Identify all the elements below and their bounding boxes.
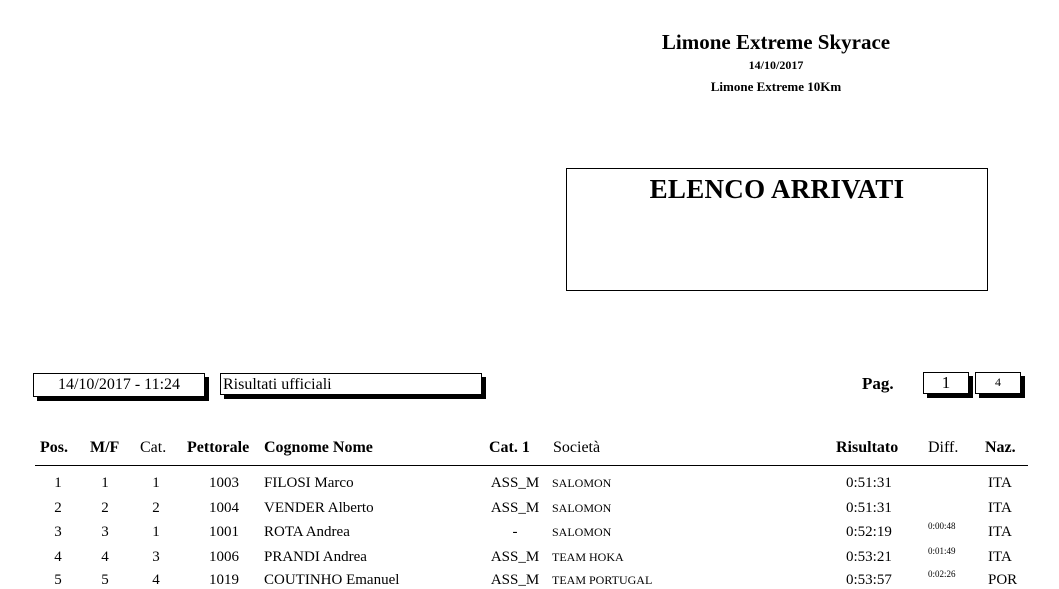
col-mf: M/F bbox=[90, 439, 120, 456]
cell-diff: 0:00:48 bbox=[928, 521, 956, 531]
cell-result: 0:52:19 bbox=[846, 524, 892, 540]
cell-mf: 5 bbox=[101, 572, 109, 588]
cell-nat: ITA bbox=[988, 475, 1012, 491]
timestamp-field: 14/10/2017 - 11:24 bbox=[33, 373, 205, 397]
cell-club: SALOMON bbox=[552, 501, 612, 515]
race-name: Limone Extreme 10Km bbox=[710, 79, 842, 94]
col-nat: Naz. bbox=[985, 439, 1016, 456]
cell-bib: 1003 bbox=[209, 475, 239, 491]
col-name: Cognome Nome bbox=[264, 439, 373, 456]
cell-name: ROTA Andrea bbox=[264, 524, 350, 540]
cell-cat1: ASS_M bbox=[490, 549, 540, 565]
col-result: Risultato bbox=[836, 439, 899, 456]
cell-mf: 1 bbox=[101, 475, 109, 491]
page-label: Pag. bbox=[862, 374, 894, 393]
cell-cat1: ASS_M bbox=[490, 475, 540, 491]
cell-diff: 0:01:49 bbox=[928, 546, 956, 556]
cell-result: 0:53:21 bbox=[846, 549, 892, 565]
cell-result: 0:51:31 bbox=[846, 500, 892, 516]
total-pages: 4 bbox=[975, 372, 1021, 394]
cell-club: SALOMON bbox=[552, 525, 612, 539]
list-title: ELENCO ARRIVATI bbox=[649, 174, 905, 204]
cell-pos: 1 bbox=[54, 475, 62, 491]
cell-nat: ITA bbox=[988, 524, 1012, 540]
cell-pos: 3 bbox=[54, 524, 62, 540]
cell-cat: 4 bbox=[152, 572, 160, 588]
cell-cat: 2 bbox=[152, 500, 160, 516]
cell-name: FILOSI Marco bbox=[264, 475, 354, 491]
col-cat1: Cat. 1 bbox=[489, 439, 530, 456]
cell-name: PRANDI Andrea bbox=[264, 549, 367, 565]
header-divider bbox=[35, 465, 1028, 466]
cell-pos: 2 bbox=[54, 500, 62, 516]
cell-mf: 3 bbox=[101, 524, 109, 540]
event-date: 14/10/2017 bbox=[748, 58, 804, 72]
cell-name: VENDER Alberto bbox=[264, 500, 374, 516]
cell-cat: 3 bbox=[152, 549, 160, 565]
cell-result: 0:51:31 bbox=[846, 475, 892, 491]
cell-nat: ITA bbox=[988, 549, 1012, 565]
status-field: Risultati ufficiali bbox=[220, 373, 482, 395]
list-title-box bbox=[566, 168, 988, 291]
col-pos: Pos. bbox=[40, 439, 68, 456]
cell-nat: POR bbox=[988, 572, 1018, 588]
cell-bib: 1006 bbox=[209, 549, 239, 565]
cell-cat: 1 bbox=[152, 524, 160, 540]
cell-club: TEAM HOKA bbox=[552, 550, 624, 564]
current-page: 1 bbox=[923, 372, 969, 394]
cell-cat: 1 bbox=[152, 475, 160, 491]
cell-club: SALOMON bbox=[552, 476, 612, 490]
col-bib: Pettorale bbox=[187, 439, 250, 456]
cell-bib: 1019 bbox=[209, 572, 239, 588]
col-diff: Diff. bbox=[928, 439, 959, 456]
col-cat: Cat. bbox=[140, 439, 167, 456]
event-title: Limone Extreme Skyrace bbox=[661, 30, 891, 54]
cell-club: TEAM PORTUGAL bbox=[552, 573, 653, 587]
cell-pos: 5 bbox=[54, 572, 62, 588]
cell-cat1: - bbox=[512, 524, 518, 540]
col-club: Società bbox=[553, 439, 601, 456]
cell-cat1: ASS_M bbox=[490, 572, 540, 588]
cell-name: COUTINHO Emanuel bbox=[264, 572, 400, 588]
cell-mf: 4 bbox=[101, 549, 109, 565]
cell-cat1: ASS_M bbox=[490, 500, 540, 516]
cell-bib: 1004 bbox=[209, 500, 239, 516]
cell-mf: 2 bbox=[101, 500, 109, 516]
cell-nat: ITA bbox=[988, 500, 1012, 516]
cell-bib: 1001 bbox=[209, 524, 239, 540]
cell-result: 0:53:57 bbox=[846, 572, 892, 588]
cell-diff: 0:02:26 bbox=[928, 569, 956, 579]
cell-pos: 4 bbox=[54, 549, 62, 565]
